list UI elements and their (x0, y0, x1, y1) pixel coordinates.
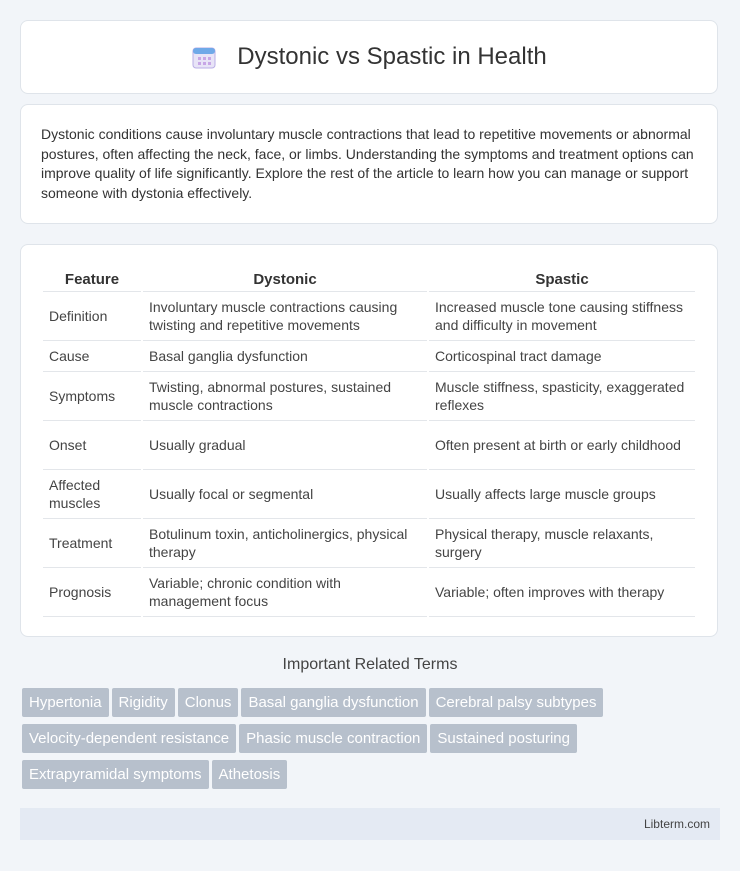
table-cell: Basal ganglia dysfunction (143, 341, 427, 372)
table-cell: Usually gradual (143, 421, 427, 470)
table-cell: Twisting, abnormal postures, sustained muscle contractions (143, 372, 427, 421)
table-cell: Usually affects large muscle groups (429, 470, 695, 519)
table-cell: Affected muscles (43, 470, 141, 519)
table-cell: Corticospinal tract damage (429, 341, 695, 372)
table-cell: Variable; often improves with therapy (429, 568, 695, 617)
intro-text: Dystonic conditions cause involuntary muscle contractions that lead to repetitive movements or abnormal postures, often affecting the neck, face, or limbs. Understanding the symptoms and treatment options can improve quality of life significantly. Explore the rest of the article to learn how you can manage or support someone with dystonia effectively. (41, 126, 694, 201)
related-term-tag[interactable]: Velocity-dependent resistance (22, 724, 236, 753)
table-cell: Usually focal or segmental (143, 470, 427, 519)
related-terms-title: Important Related Terms (282, 656, 458, 673)
page-title: Dystonic vs Spastic in Health (237, 43, 547, 70)
related-term-tag[interactable]: Cerebral palsy subtypes (429, 688, 604, 717)
calendar-icon (191, 44, 217, 70)
related-term-tag[interactable]: Clonus (178, 688, 239, 717)
table-cell: Increased muscle tone causing stiffness and difficulty in movement (429, 292, 695, 341)
comparison-card (20, 244, 718, 637)
table-row (43, 372, 695, 421)
table-cell: Definition (43, 292, 141, 341)
related-term-tag[interactable]: Rigidity (112, 688, 175, 717)
table-cell: Muscle stiffness, spasticity, exaggerated reflexes (429, 372, 695, 421)
related-term-tag[interactable]: Athetosis (212, 760, 288, 789)
table-cell: Often present at birth or early childhood (429, 421, 695, 470)
table-row (43, 421, 695, 470)
header-card (20, 20, 718, 94)
table-cell: Involuntary muscle contractions causing twisting and repetitive movements (143, 292, 427, 341)
column-header: Feature (43, 267, 141, 292)
related-term-tag[interactable]: Sustained posturing (430, 724, 577, 753)
intro-card (20, 104, 718, 224)
table-cell: Botulinum toxin, anticholinergics, physical therapy (143, 519, 427, 568)
related-term-tag[interactable]: Basal ganglia dysfunction (241, 688, 425, 717)
footer (20, 808, 720, 840)
table-cell: Symptoms (43, 372, 141, 421)
table-cell: Treatment (43, 519, 141, 568)
column-header: Dystonic (143, 267, 427, 292)
footer-site[interactable]: Libterm.com (643, 817, 710, 831)
table-cell: Onset (43, 421, 141, 470)
table-cell: Prognosis (43, 568, 141, 617)
related-term-tag[interactable]: Extrapyramidal symptoms (22, 760, 209, 789)
related-term-tag[interactable]: Phasic muscle contraction (239, 724, 427, 753)
related-terms-list (22, 688, 722, 796)
column-header: Spastic (429, 267, 695, 292)
table-row (43, 470, 695, 519)
table-cell: Cause (43, 341, 141, 372)
table-row (43, 292, 695, 341)
table-cell: Physical therapy, muscle relaxants, surgery (429, 519, 695, 568)
table-row (43, 519, 695, 568)
table-row (43, 341, 695, 372)
related-term-tag[interactable]: Hypertonia (22, 688, 109, 717)
table-cell: Variable; chronic condition with management focus (143, 568, 427, 617)
table-row (43, 568, 695, 617)
comparison-table (41, 267, 697, 617)
